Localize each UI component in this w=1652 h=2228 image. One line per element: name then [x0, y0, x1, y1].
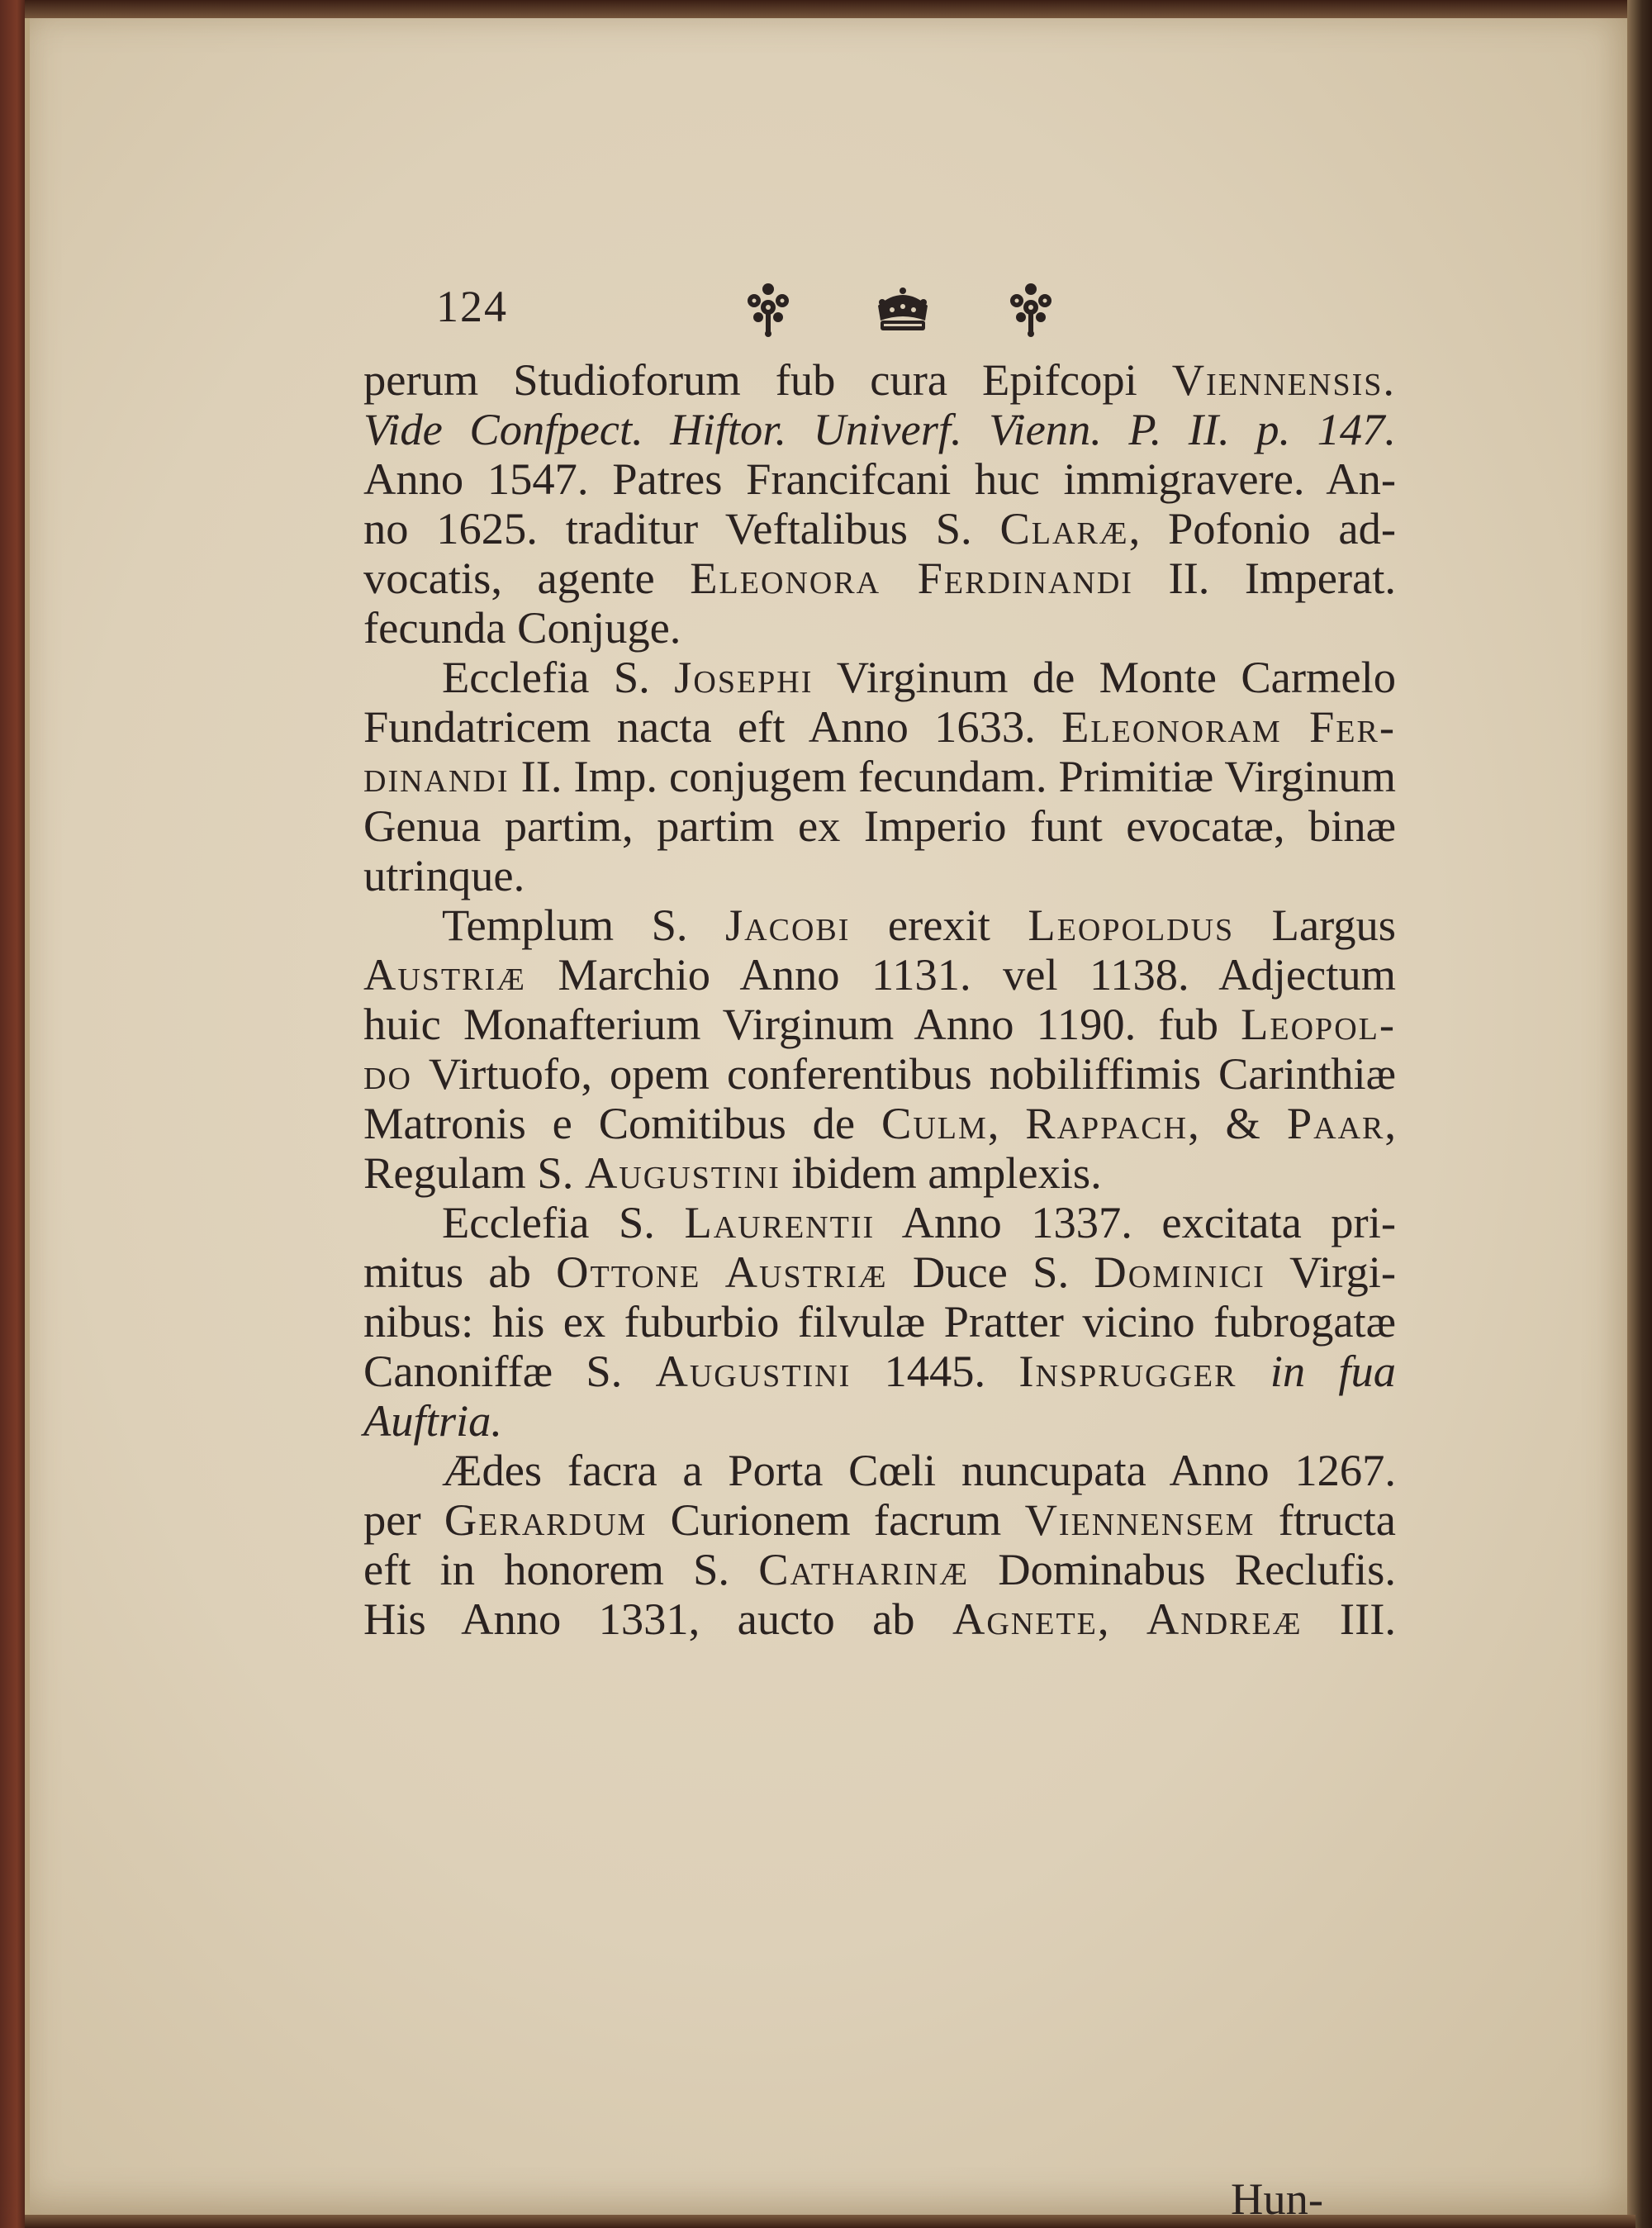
text-span: ftructa: [1255, 1494, 1396, 1545]
text-line: [363, 702, 1396, 752]
text-line: [363, 1297, 1396, 1347]
text-span: no 1625. traditur Veftalibus S.: [363, 503, 1000, 553]
text-span: Vide Confpect. Hiftor. Univerf. Vienn. P. II. p. 147.: [363, 404, 1396, 454]
text-line: [363, 1099, 1396, 1148]
book-binding-left: [0, 0, 28, 2228]
book-binding-right: [1627, 0, 1652, 2228]
text-line: [363, 900, 1396, 950]
text-line: [363, 405, 1396, 454]
text-span: Leopol-: [1241, 999, 1396, 1049]
text-span: Laurentii: [684, 1197, 876, 1247]
page-number: 124: [436, 282, 508, 331]
text-span: II. Imperat.: [1132, 553, 1396, 603]
text-line: [363, 454, 1396, 504]
text-span: per: [363, 1494, 444, 1545]
text-span: ibidem amplexis.: [780, 1147, 1102, 1198]
text-span: utrinque.: [363, 850, 525, 900]
text-span: Eleonoram Fer-: [1061, 701, 1397, 752]
text-span: , Pofonio ad-: [1128, 503, 1396, 553]
text-span: III.: [1302, 1594, 1397, 1644]
text-span: ,: [1097, 1594, 1146, 1644]
text-line: [363, 1446, 1396, 1495]
text-span: Viennensem: [1024, 1494, 1256, 1545]
text-span: Leopoldus: [1028, 900, 1235, 950]
text-span: perum Studioforum fub cura Epifcopi: [363, 354, 1172, 405]
text-span: fecunda Conjuge.: [363, 602, 681, 653]
text-line: [363, 1495, 1396, 1545]
text-span: ,: [987, 1098, 1026, 1148]
text-span: Largus: [1234, 900, 1397, 950]
text-line: [363, 1148, 1396, 1198]
text-line: [363, 1000, 1396, 1049]
text-span: Virginum de Monte Carmelo: [813, 652, 1396, 702]
text-line: [363, 801, 1396, 851]
text-line: [363, 355, 1396, 405]
text-line: [363, 553, 1396, 603]
text-line: [363, 1545, 1396, 1594]
text-span: Canoniffæ S.: [363, 1346, 656, 1396]
text-span: Curionem facrum: [647, 1494, 1025, 1545]
text-span: Dominabus Reclufis.: [969, 1544, 1396, 1594]
text-line: [363, 1247, 1396, 1297]
text-span: Augustini: [584, 1147, 781, 1198]
text-line: [363, 1198, 1396, 1247]
text-line: [363, 1049, 1396, 1099]
text-span: do: [363, 1048, 412, 1099]
text-span: Augustini: [655, 1346, 852, 1396]
running-header: [436, 281, 1427, 347]
text-span: Genua partim, partim ex Imperio funt evocatæ, binæ: [363, 800, 1396, 851]
text-span: Austriæ: [363, 949, 526, 1000]
text-line: [363, 1594, 1396, 1644]
text-line: [363, 1396, 1396, 1446]
text-span: Ecclefia S.: [442, 1197, 685, 1247]
fleur-ornament-icon: [743, 281, 793, 339]
text-span: Ædes facra a Porta Cœli nuncupata Anno 1267.: [442, 1445, 1396, 1495]
text-span: in fua: [1237, 1346, 1396, 1396]
text-span: vocatis, agente: [363, 553, 691, 603]
body-text: [363, 355, 1396, 1644]
text-span: erexit: [850, 900, 1028, 950]
catchword: Hun-: [1231, 2173, 1324, 2224]
text-span: Ecclefia S.: [442, 652, 675, 702]
text-span: Catharinæ: [758, 1544, 970, 1594]
text-span: Paar: [1286, 1098, 1385, 1148]
text-line: [363, 851, 1396, 900]
text-span: Virtuofo, opem conferentibus nobiliffimis Carinthiæ: [411, 1048, 1396, 1099]
text-span: Agnete: [952, 1594, 1098, 1644]
text-span: eft in honorem S.: [363, 1544, 759, 1594]
text-span: Fundatricem nacta eft Anno 1633.: [363, 701, 1062, 752]
page-bottom-edge: [25, 2215, 1635, 2228]
text-span: Josephi: [674, 652, 814, 702]
text-span: Anno 1547. Patres Francifcani huc immigravere. An-: [363, 454, 1396, 504]
text-span: Virgi-: [1265, 1247, 1396, 1297]
text-span: mitus ab: [363, 1247, 557, 1297]
text-span: His Anno 1331, aucto ab: [363, 1594, 952, 1644]
text-span: , &: [1188, 1098, 1287, 1148]
crown-ornament-icon: [874, 287, 932, 334]
text-span: ,: [1384, 1098, 1396, 1148]
text-span: Dominici: [1094, 1247, 1265, 1297]
text-span: huic Monafterium Virginum Anno 1190. fub: [363, 999, 1241, 1049]
text-line: [363, 752, 1396, 801]
text-span: 1445.: [851, 1346, 1019, 1396]
text-line: [363, 653, 1396, 702]
text-span: II. Imp. conjugem fecundam. Primitiæ Virginum: [509, 751, 1396, 801]
page-top-edge: [25, 0, 1635, 20]
text-span: Marchio Anno 1131. vel 1138. Adjectum: [525, 949, 1396, 1000]
text-span: nibus: his ex fuburbio filvulæ Pratter vicino fubrogatæ: [363, 1296, 1396, 1347]
text-span: Matronis e Comitibus de: [363, 1098, 881, 1148]
text-span: Duce S.: [887, 1247, 1094, 1297]
text-span: Andreæ: [1146, 1594, 1303, 1644]
text-span: Regulam S.: [363, 1147, 585, 1198]
text-span: Auftria.: [363, 1395, 503, 1446]
text-span: dinandi: [363, 751, 510, 801]
text-line: [363, 603, 1396, 653]
text-span: Claræ: [999, 503, 1129, 553]
text-span: Culm: [881, 1098, 988, 1148]
text-span: Eleonora Ferdinandi: [690, 553, 1133, 603]
text-line: [363, 1347, 1396, 1396]
text-span: Anno 1337. excitata pri-: [875, 1197, 1397, 1247]
text-line: [363, 504, 1396, 553]
text-line: [363, 950, 1396, 1000]
text-span: Viennensis.: [1171, 354, 1396, 405]
text-span: Insprugger: [1018, 1346, 1237, 1396]
text-span: Gerardum: [444, 1494, 648, 1545]
text-span: Jacobi: [724, 900, 851, 950]
fleur-ornament-icon: [1006, 281, 1056, 339]
text-span: Templum S.: [442, 900, 725, 950]
text-span: Ottone Austriæ: [556, 1247, 888, 1297]
text-span: Rappach: [1025, 1098, 1189, 1148]
